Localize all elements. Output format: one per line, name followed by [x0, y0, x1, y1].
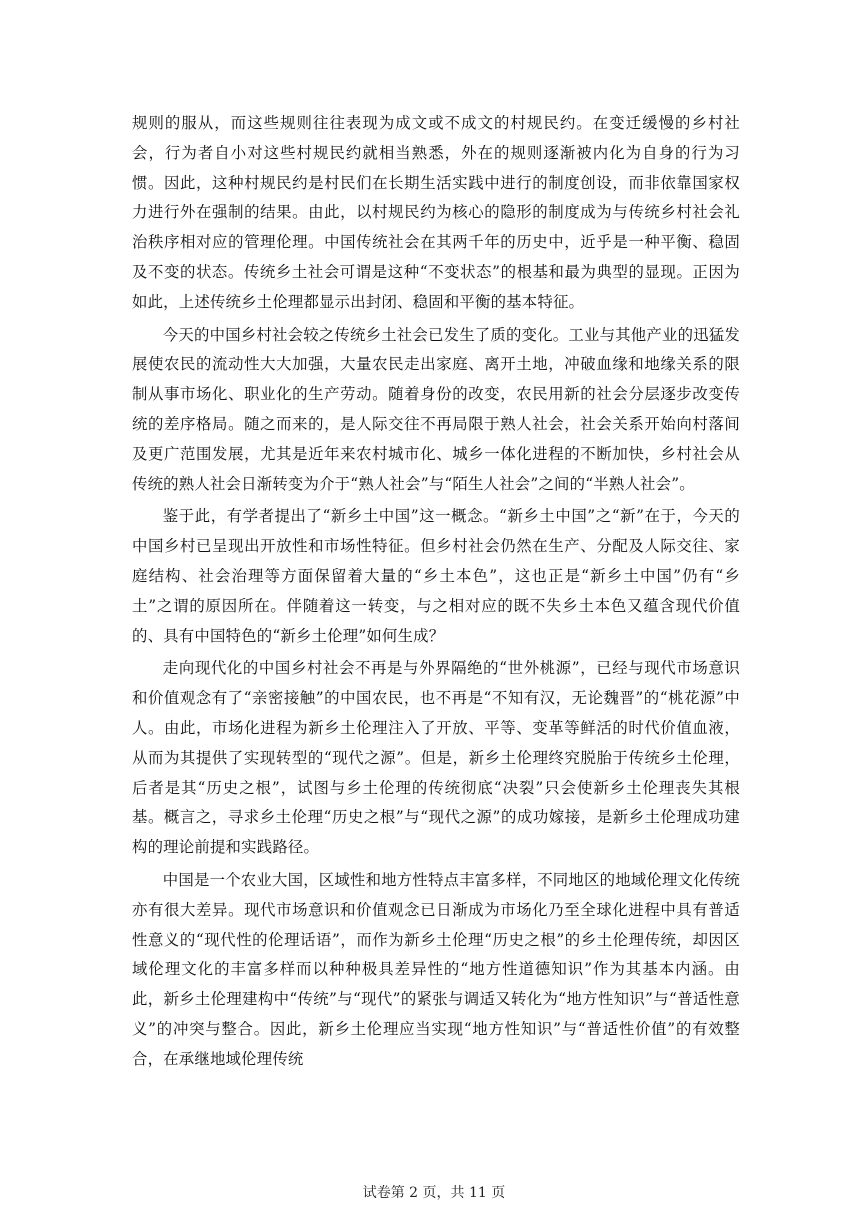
- paragraph-2: 今天的中国乡村社会较之传统乡土社会已发生了质的变化。工业与其他产业的迅猛发展使农民的流动性大大加强，大量农民走出家庭、离开土地，冲破血缘和地缘关系的限制从事市场化、职业化的生产劳动。随着身份的改变，农民用新的社会分层逐步改变传统的差序格局。随之而来的，是人际交往不再局限于熟人社会，社会关系开始向村落间及更广范围发展，尤其是近年来农村城市化、城乡一体化进程的不断加快，乡村社会从传统的熟人社会日渐转变为介于“熟人社会”与“陌生人社会”之间的“半熟人社会”。: [132, 325, 740, 493]
- paragraph-1: 规则的服从，而这些规则往往表现为成文或不成文的村规民约。在变迁缓慢的乡村社会，行为者自小对这些村规民约就相当熟悉，外在的规则逐渐被内化为自身的行为习惯。因此，这种村规民约是村民们在长期生活实践中进行的制度创设，而非依靠国家权力进行外在强制的结果。由此，以村规民约为核心的隐形的制度成为与传统乡村社会礼治秩序相对应的管理伦理。中国传统社会在其两千年的历史中，近乎是一种平衡、稳固及不变的状态。传统乡土社会可谓是这种“不变状态”的根基和最为典型的显现。正因为如此，上述传统乡土伦理都显示出封闭、稳固和平衡的基本特征。: [132, 114, 740, 311]
- page-footer: 试卷第 2 页，共 11 页: [362, 1185, 506, 1201]
- body-text: [132, 109, 740, 1078]
- paragraph-3: 鉴于此，有学者提出了“新乡土中国”这一概念。“新乡土中国”之“新”在于，今天的中国乡村已呈现出开放性和市场性特征。但乡村社会仍然在生产、分配及人际交往、家庭结构、社会治理等方面保留着大量的“乡土本色”，这也正是“新乡土中国”仍有“乡土”之谓的原因所在。伴随着这一转变，与之相对应的既不失乡土本色又蕴含现代价值的、具有中国特色的“新乡土伦理”如何生成？: [132, 507, 740, 645]
- paragraph-4: 走向现代化的中国乡村社会不再是与外界隔绝的“世外桃源”，已经与现代市场意识和价值观念有了“亲密接触”的中国农民，也不再是“不知有汉，无论魏晋”的“桃花源”中人。由此，市场化进程为新乡土伦理注入了开放、平等、变革等鲜活的时代价值血液，从而为其提供了实现转型的“现代之源”。但是，新乡土伦理终究脱胎于传统乡土伦理，后者是其“历史之根”，试图与乡土伦理的传统彻底“决裂”只会使新乡土伦理丧失其根基。概言之，寻求乡土伦理“历史之根”与“现代之源”的成功嫁接，是新乡土伦理成功建构的理论前提和实践路径。: [132, 659, 740, 857]
- paragraph-5: 中国是一个农业大国，区域性和地方性特点丰富多样，不同地区的地域伦理文化传统亦有很大差异。现代市场意识和价值观念已日渐成为市场化乃至全球化进程中具有普适性意义的“现代性的伦理话语”，而作为新乡土伦理“历史之根”的乡土伦理传统，却因区域伦理文化的丰富多样而以种种极具差异性的“地方性道德知识”作为其基本内涵。由此，新乡土伦理建构中“传统”与“现代”的紧张与调适又转化为“地方性知识”与“普适性意义”的冲突与整合。因此，新乡土伦理应当实现“地方性知识”与“普适性价值”的有效整合，在承继地域伦理传统: [132, 870, 740, 1068]
